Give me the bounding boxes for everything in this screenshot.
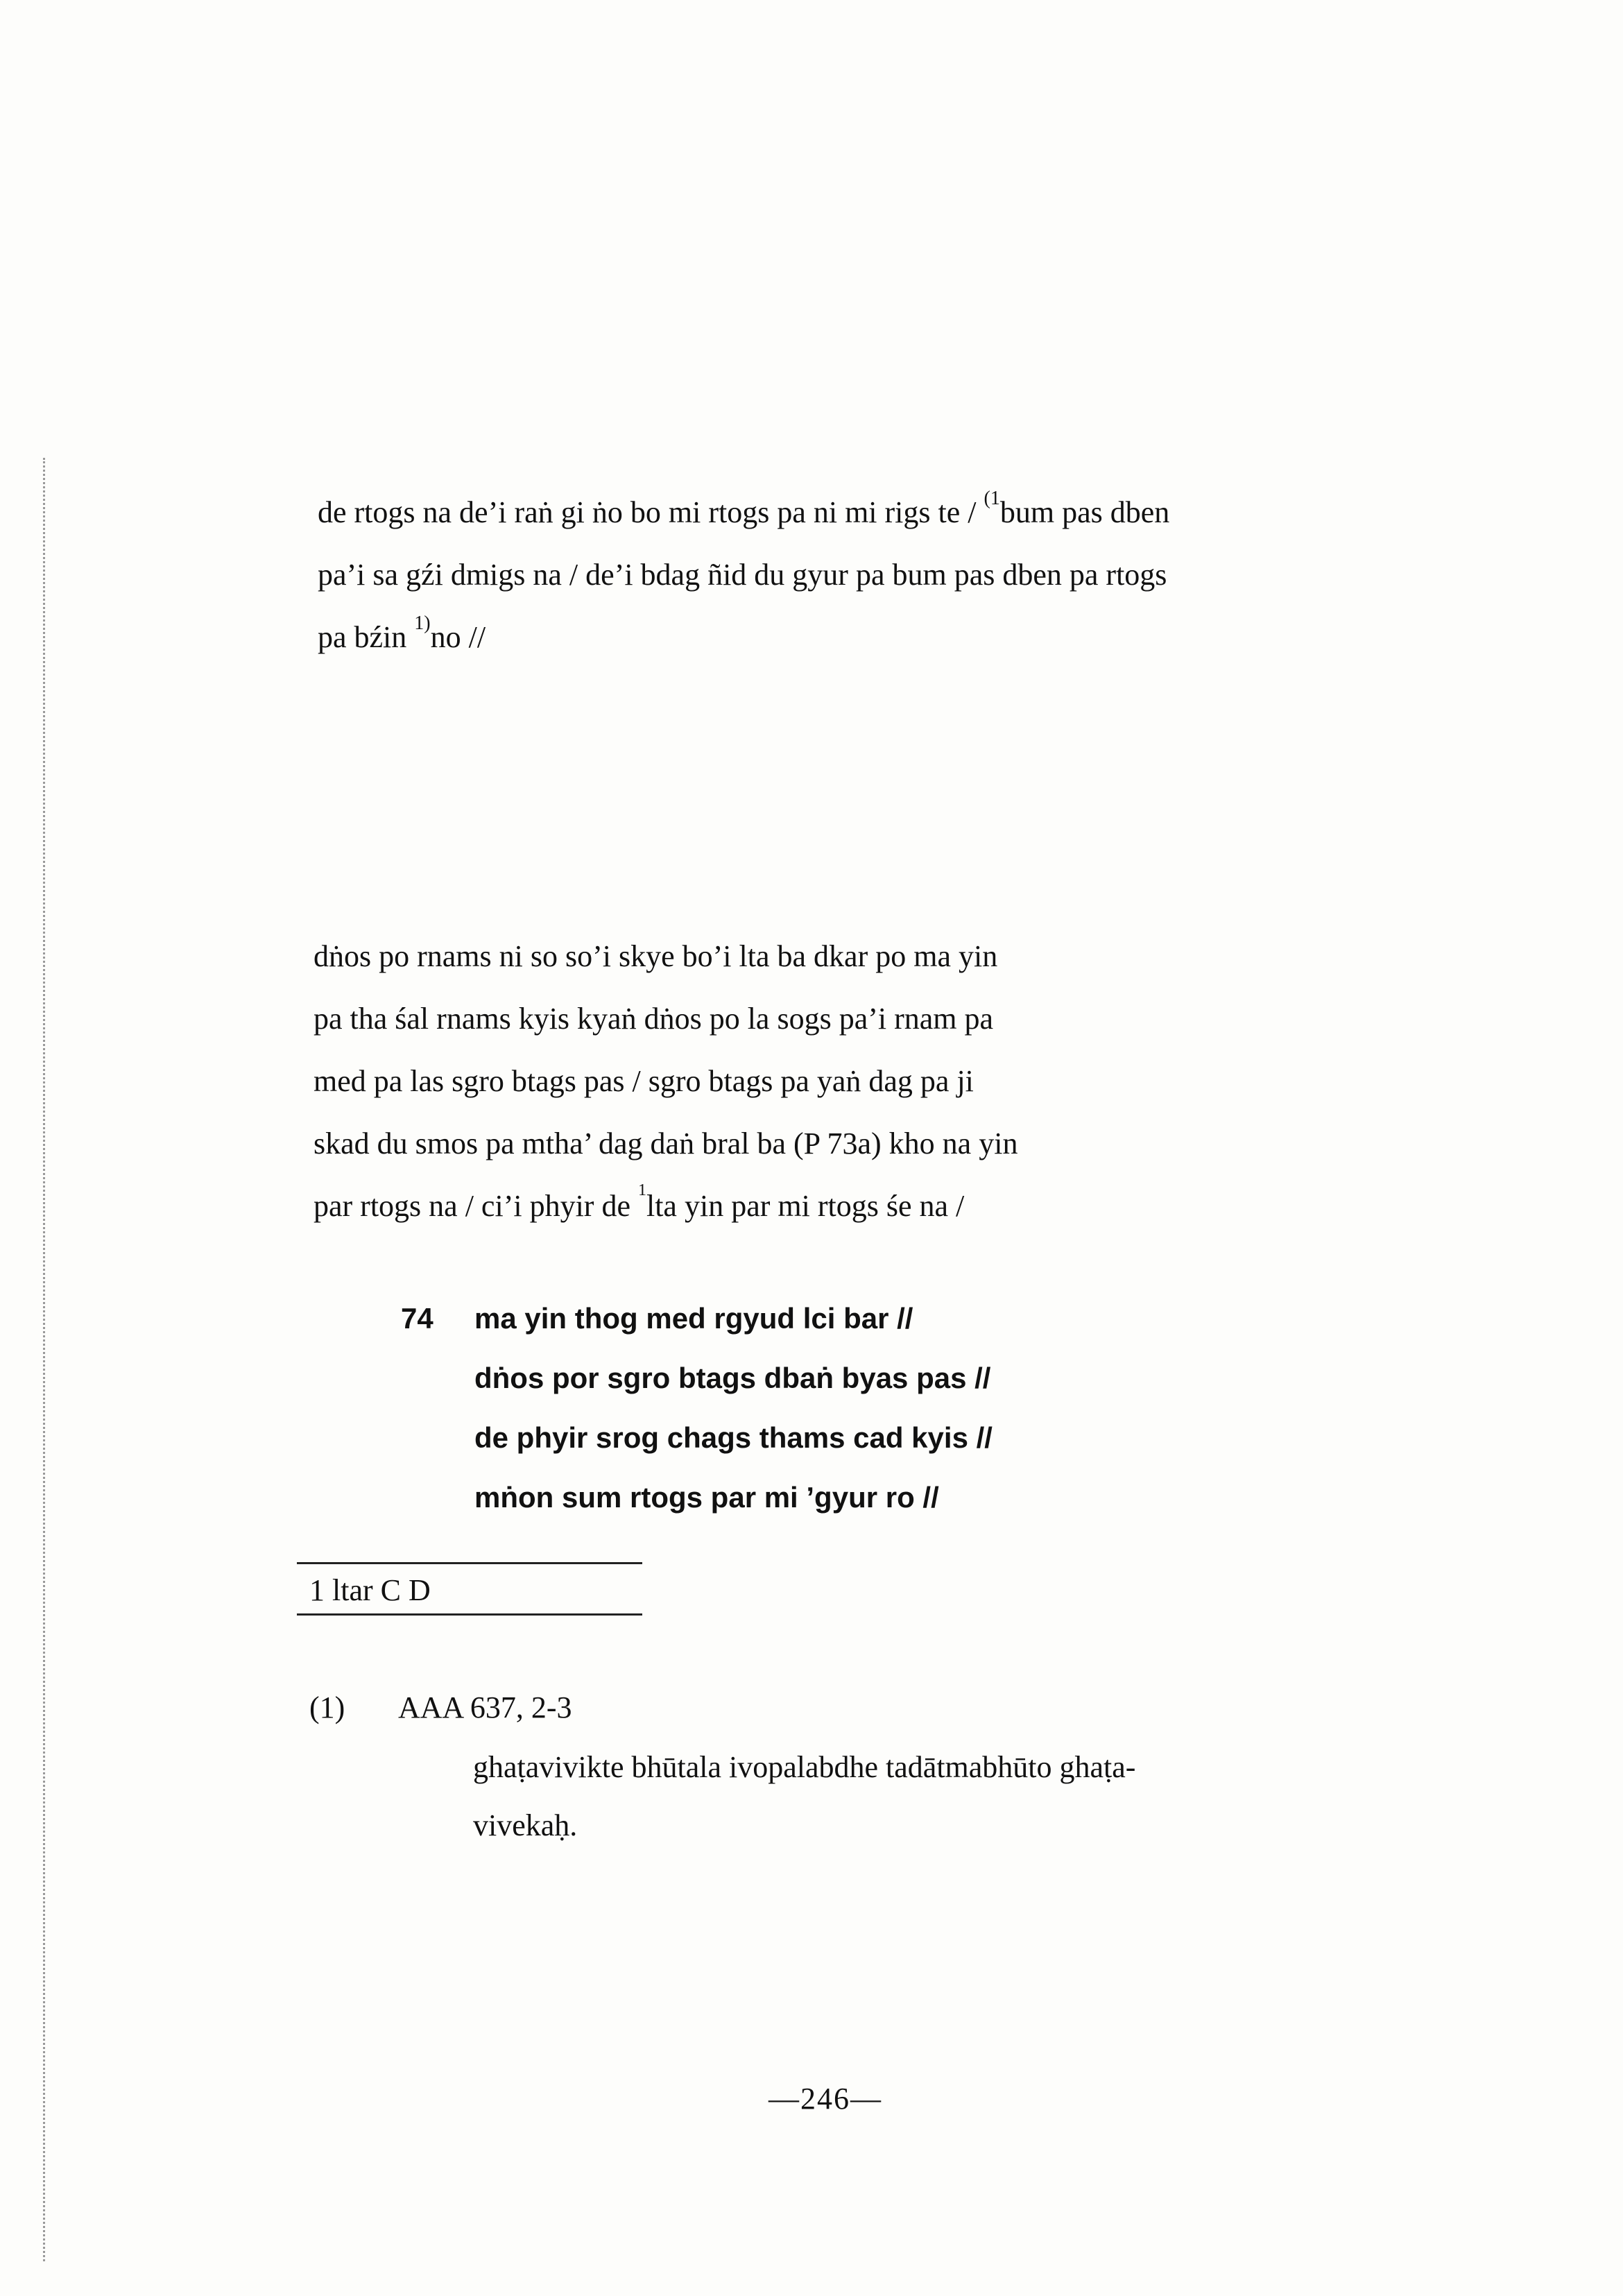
- verse-line: de phyir srog chags thams cad kyis //: [474, 1421, 993, 1454]
- paragraph-2-line-5: par rtogs na / ci’i phyir de $^1$lta yin par mi rtogs śe na /: [314, 1181, 965, 1223]
- verse-line: ma yin thog med rgyud lci bar //: [474, 1302, 913, 1335]
- footnote-body-line-1: ghaṭavivikte bhūtala ivopalabdhe tadātmabhūto ghaṭa-: [473, 1750, 1136, 1784]
- verse-lines: [474, 1289, 993, 1527]
- paragraph-1: [318, 481, 1400, 669]
- paragraph-2-line-3: med pa las sgro btags pas / sgro btags pa yaṅ dag pa ji: [314, 1064, 974, 1098]
- paragraph-2-line-4: skad du smos pa mtha’ dag daṅ bral ba (P 73a) kho na yin: [314, 1126, 1018, 1160]
- paragraph-1-line-3: pa bźin $^{1)}$no //: [318, 612, 486, 654]
- verse-line: dṅos por sgro btags dbaṅ byas pas //: [474, 1362, 991, 1394]
- footnote-body: [473, 1738, 1135, 1855]
- footnote-ref-close: 1): [414, 612, 431, 634]
- footnote-reference: AAA 637, 2-3: [398, 1690, 572, 1724]
- paragraph-2-line-1: dṅos po rnams ni so so’i skye bo’i lta ba dkar po ma yin: [314, 939, 998, 973]
- paragraph-2-line-2: pa tha śal rnams kyis kyaṅ dṅos po la sogs pa’i rnam pa: [314, 1002, 994, 1036]
- variant-note: 1 ltar C D: [309, 1573, 431, 1607]
- footnote-marker: (1): [309, 1690, 345, 1724]
- margin-scan-edge: [43, 458, 45, 2261]
- verse-number: 74: [401, 1302, 433, 1335]
- footnote-body-line-2: vivekaḥ.: [473, 1808, 578, 1842]
- paragraph-2: [314, 925, 1215, 1237]
- page-number: —246—: [768, 2082, 882, 2116]
- paragraph-1-line-1: de rtogs na de’i raṅ gi ṅo bo mi rtogs pa ni mi rigs te / $^{(1}$bum pas dben: [318, 488, 1170, 529]
- paragraph-1-line-2: pa’i sa gźi dmigs na / de’i bdag ñid du gyur pa bum pas dben pa rtogs: [318, 558, 1167, 592]
- apparatus-rule-bottom: [297, 1613, 642, 1616]
- apparatus-rule-top: [297, 1562, 642, 1564]
- variant-ref: 1: [637, 1181, 646, 1199]
- footnote-ref-open: (1: [984, 488, 1000, 509]
- verse-line: mṅon sum rtogs par mi ’gyur ro //: [474, 1481, 939, 1514]
